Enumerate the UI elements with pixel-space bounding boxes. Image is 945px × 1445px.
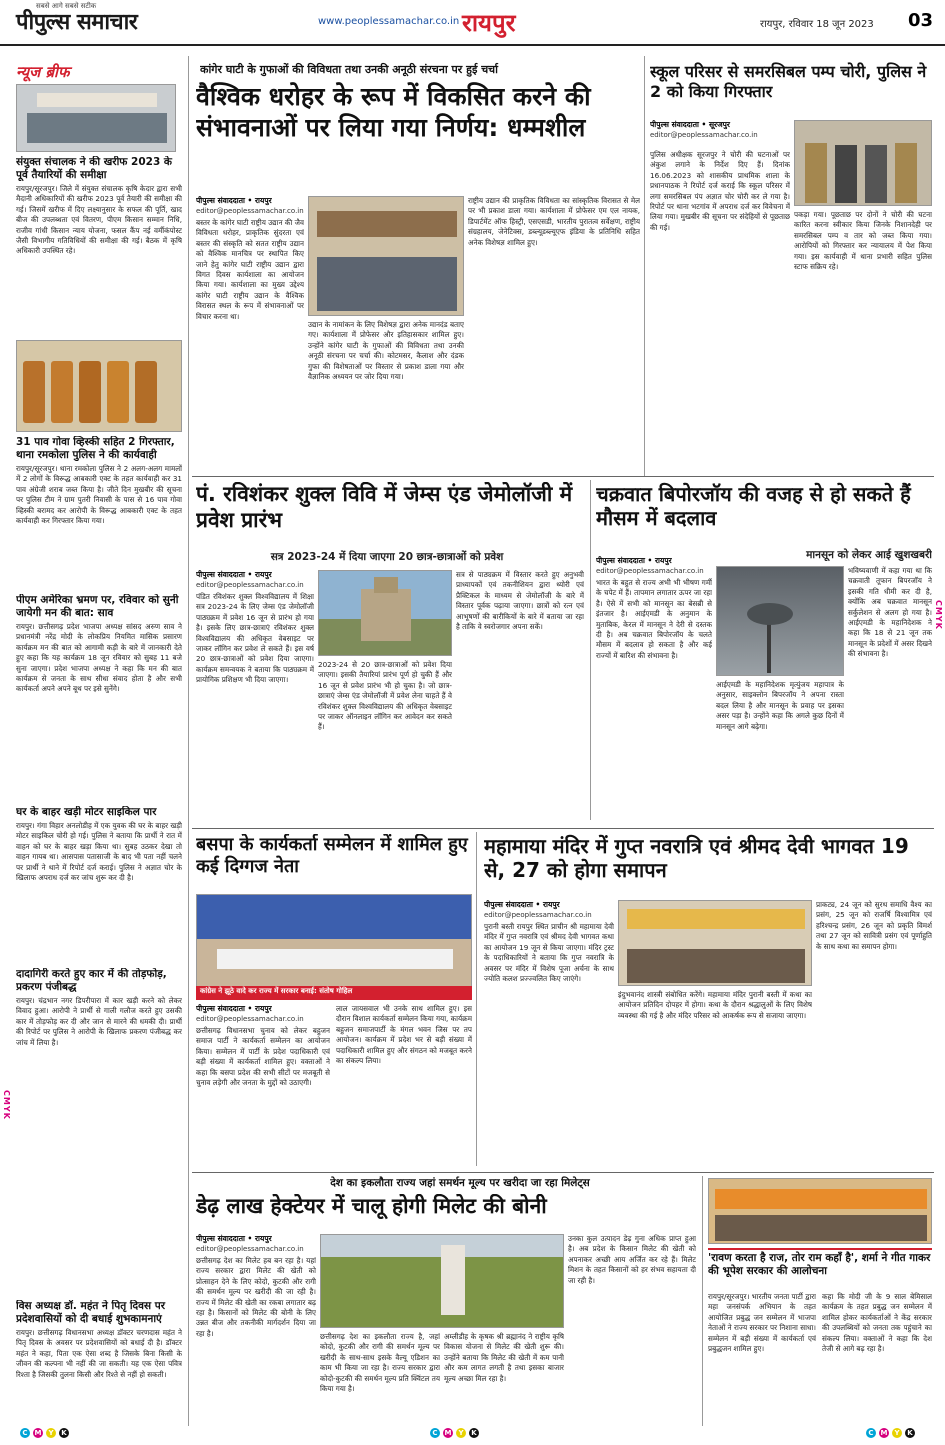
- millet-ravan-divider: [702, 1176, 703, 1426]
- bjp-meeting-photo: [708, 1178, 932, 1244]
- brief-item-2-body: रायपुर/सूरजपुर। थाना रमकोला पुलिस ने 2 अलग-अलग मामलों में 2 लोगों के विरूद्ध आबकारी एक्ट के तहत कार्यवाही कर 31 पाव अंग्रेजी शराब जब्त किया है। जीते दिन मुखबीर की सूचना पर पुलिस टीम ने ग्राम पुतरी निवासी के पास से 16 पाव गोवा व्हिस्की बरामद कर आरोपी के विरूद्ध आबकारी एक्ट के तहत कार्यवाही कर गिरफ्तार किया गया।: [16, 464, 182, 526]
- millet-col-1: [196, 1234, 316, 1426]
- kanger-col-2: [308, 320, 464, 466]
- left-column-divider: [188, 56, 189, 1426]
- kanger-byline: पीपुल्स संवाददाता • रायपुर: [196, 196, 272, 205]
- cyclone-byline: पीपुल्स संवाददाता • रायपुर: [596, 556, 672, 565]
- registration-marks-left: [20, 1428, 69, 1438]
- cyclone-headline: चक्रवात बिपोरजॉय की वजह से हो सकते हैं मौसम में बदलाव: [596, 482, 911, 531]
- ravan-col-2: [822, 1292, 932, 1426]
- bsp-col-2: [336, 1004, 472, 1164]
- ravishankar-email[interactable]: editor@peoplessamachar.co.in: [196, 581, 304, 589]
- pump-byline-block: [650, 120, 790, 146]
- byline-place: रायपुर: [254, 196, 272, 205]
- millet-col-4-text: उनका कुल उत्पादन डेढ़ गुना अधिक प्राप्त हुआ है। अब प्रदेश के किसान मिलेट की खेती को अपनाकर अच्छी आय अर्जित कर रहे हैं। मिलेट मिशन के तहत किसानों को हर संभव सहायता दी जा रही है।: [568, 1234, 696, 1285]
- news-brief-label: न्यूज ब्रीफ: [16, 63, 70, 81]
- ravishankar-col-2-text: 2023-24 से 20 छात्र-छात्राओं को प्रवेश दिया जाएगा। इसकी तैयारियां प्रारंभ पूर्ण हो चुकी हैं और 16 जून से प्रवेश प्रारंभ भी हो चुका है। जो छात्र-छात्राएं जेम्स एंड जेमोलॉजी में प्रवेश लेना चाहते हैं वे रविशंकर शुक्ल विश्वविद्यालय की अधिकृत वेबसाइट पर जाकर ऑनलाइन लॉगिन कर आवेदन कर सकते हैं।: [318, 660, 452, 732]
- bsp-photo-caption: कांग्रेस ने झूठे वादे कर राज्य में सरकार बनाई: संतोष गोहिल: [196, 986, 472, 1000]
- reg-dot-y-2: Y: [456, 1428, 466, 1438]
- pump-col-2: [794, 210, 932, 468]
- brief-item-2-head: 31 पाव गोवा व्हिस्की सहित 2 गिरफ्तार, थाना रमकोला पुलिस ने की कार्यवाही: [16, 436, 175, 461]
- brief-item-2: [16, 436, 182, 588]
- brief-item-6: [16, 1300, 182, 1418]
- bsp-headline: बसपा के कार्यकर्ता सम्मेलन में शामिल हुए कई दिग्गज नेता: [196, 834, 468, 877]
- brief-item-5-head: दादागिरी करते हुए कार में की तोड़फोड़, प्रकरण पंजीबद्ध: [16, 968, 167, 993]
- brief-item-4: [16, 806, 182, 964]
- kanger-workshop-photo: [308, 196, 464, 316]
- brief-item-1-body: रायपुर/सूरजपुर। जिले में संयुक्त संचालक कृषि केदार द्वारा सभी मैदानी अधिकारियों की खरीफ 2023 पूर्व तैयारी की समीक्षा की गई। जिसमें खरीफ में दिए लक्ष्यानुसार के सफल की पूर्ति, खाद बीज की उपलब्धता एवं वितरण, पीएम किसान सम्मान निधि, राजीव गांधी किसान न्याय योजना, फसल कैंप नई वर्मीकंपोस्ट जैसी विभागीय गतिविधियों की समीक्षा की गई। बैठक में कृषि अधिकारी उपस्थित रहे।: [16, 184, 182, 256]
- pump-headline: स्कूल परिसर से समरसिबल पम्प चोरी, पुलिस ने 2 को किया गिरफ्तार: [650, 62, 927, 101]
- bsp-email[interactable]: editor@peoplessamachar.co.in: [196, 1015, 304, 1023]
- mahamaya-col-1-text: पुरानी बस्ती रायपुर स्थित प्राचीन श्री महामाया देवी मंदिर में गुप्त नवरात्रि एवं श्रीमद देवी भागवत कथा का आयोजन 19 जून से किया जाएगा। मंदिर ट्रस्ट के पदाधिकारियों ने बताया कि गुप्त नवरात्रि के अवसर पर मंदिर में विशेष पूजा अर्चना के साथ ज्योति कलश प्रज्ज्वलित किए जाएंगे।: [484, 922, 614, 984]
- kanger-pump-divider: [644, 56, 645, 476]
- pump-col-1-text: पुलिस अधीक्षक सूरजपुर ने चोरी की घटनाओं पर अंकुश लगाने के निर्देश दिए हैं। दिनांक 16.06.2023 को शासकीय प्राथमिक शाला के प्रधानपाठक ने रिपोर्ट दर्ज कराई कि स्कूल परिसर में लगा समरसिबल पंप अज्ञात चोर चोरी कर ले गया है। रिपोर्ट पर थाना भटगांव में अपराध दर्ज कर विवेचना में लिया गया। मुखबीर की सूचना पर संदेहियों से पूछताछ की गई।: [650, 150, 790, 232]
- ravan-col-1-text: रायपुर/सूरजपुर। भारतीय जनता पार्टी द्वारा महा जनसंपर्क अभियान के तहत आयोजित प्रबुद्ध जन सम्मेलन में भाजपा नेताओं ने राज्य सरकार पर निशाना साधा। सम्मेलन में बड़ी संख्या में कार्यकर्ता एवं प्रबुद्धजन शामिल हुए।: [708, 1292, 816, 1354]
- ravishankar-col-3: [456, 570, 584, 822]
- cyclone-byline-text: पीपुल्स संवाददाता: [596, 556, 645, 565]
- bsp-convention-photo: [196, 894, 472, 1000]
- millet-headline: डेढ़ लाख हेक्टेयर में चालू होगी मिलेट की बोनी: [196, 1194, 547, 1218]
- mahamaya-col-2: [618, 990, 812, 1166]
- cyclone-col-1-text: भारत के बहुत से राज्य अभी भी भीषण गर्मी के चपेट में हैं। तापमान लगातार ऊपर जा रहा है। ऐसे में सभी को मानसून का बेसब्री से इंतजार है। आईएमडी के अनुमान के मुताबिक, केरल में मानसून ने देरी से दस्तक दी है। अब चक्रवात बिपोरजॉय के चलते मौसम में बदलाव हो सकता है और कई राज्यों में बारिश की संभावना है।: [596, 578, 712, 660]
- reg-dot-m-3: M: [880, 1429, 888, 1437]
- bsp-byline-text: पीपुल्स संवाददाता: [196, 1004, 245, 1013]
- ravishankar-cyclone-divider: [590, 480, 591, 820]
- bsp-mahamaya-divider: [476, 832, 477, 1166]
- cyclone-col-2-text: आईएमडी के महानिदेशक मृत्युंजय महापात्र के अनुसार, साइक्लोन बिपरजॉय ने अपना रास्ता बदल लिया है और मानसून के प्रवाह पर इसका असर पड़ा है। उन्होंने कहा कि अगले कुछ दिनों में मानसून आगे बढ़ेगा।: [716, 680, 844, 731]
- ravishankar-subhead: सत्र 2023-24 में दिया जाएगा 20 छात्र-छात्राओं को प्रवेश: [270, 551, 504, 563]
- millet-byline-place: रायपुर: [254, 1234, 272, 1243]
- reg-dot-m: M: [34, 1429, 42, 1437]
- ravishankar-col-1: [196, 570, 314, 822]
- cyclone-col-1: [596, 556, 712, 822]
- reg-dot-m-2: M: [444, 1429, 452, 1437]
- ravishankar-byline: पीपुल्स संवाददाता • रायपुर: [196, 570, 272, 579]
- bsp-byline: पीपुल्स संवाददाता • रायपुर: [196, 1004, 272, 1013]
- ravan-caption: 'रावण करता है राज, तोर राम कहाँ है', शर्मा ने गीत गाकर की भूपेश सरकार की आलोचना: [708, 1248, 932, 1288]
- registration-marks-right: [866, 1428, 915, 1438]
- cyclone-byline-place: रायपुर: [654, 556, 672, 565]
- millet-field-photo: [320, 1234, 564, 1328]
- kanger-col-1: [196, 196, 304, 466]
- edition-city: रायपुर: [462, 8, 516, 37]
- brand-logo: पीपुल्स समाचार: [16, 9, 138, 35]
- brief-item-3-head: पीएम अमेरिका भ्रमण पर, रविवार को सुनी जायेगी मन की बात: साव: [16, 594, 179, 619]
- storm-clouds-photo: [716, 566, 844, 676]
- millet-col-3-text: अम्लीडीह के कृषक श्री ब्रह्मानंद ने राष्ट्रीय कृषि विकास योजना से मिलेट की खेती शुरू की। उन्होंने बताया कि मिलेट की खेती में कम पानी और कम लागत लगती है तथा इसका बाजार मूल्य अच्छा मिल रहा है।: [444, 1332, 564, 1383]
- pump-col-1: [650, 150, 790, 468]
- brief-item-3-body: रायपुर। छत्तीसगढ़ प्रदेश भाजपा अध्यक्ष सांसद अरुण साव ने प्रधानमंत्री नरेंद्र मोदी के लोकप्रिय नियमित मासिक प्रसारण कार्यक्रम मन की बात को आगामी कड़ी के बारे में जानकारी देते हुए कहा कि यह कार्यक्रम 18 जून रविवार को सुबह 11 बजे सुना जाएगा। प्रदेश भाजपा अध्यक्ष ने कहा कि मन की बात कार्यक्रम से जनता के साथ सीधा संवाद होता है और सभी कार्यकर्ता अपने अपने बूथ पर इसे सुनेंगे।: [16, 622, 182, 694]
- bsp-col-2-text: लाल जायसवाल भी उनके साथ शामिल हुए। इस दौरान विशाल कार्यकर्ता सम्मेलन किया गया, कार्यक्रम बहुजन समाजपार्टी के मंगल भवन जिस पर तप आयोजन। कार्यक्रम में प्रदेश भर से बड़ी संख्या में पदाधिकारी शामिल हुए और संगठन को मजबूत करने का संकल्प लिया।: [336, 1004, 472, 1066]
- dateline: रायपुर, रविवार 18 जून 2023: [760, 19, 874, 30]
- lower-section-rule: [192, 1172, 934, 1173]
- reg-dot-k: K: [59, 1428, 69, 1438]
- website-url[interactable]: www.peoplessamachar.co.in: [318, 16, 460, 27]
- mahamaya-col-2-text: इंदुभवानंद शास्त्री संबोधित करेंगे। महामाया मंदिर पुरानी बस्ती में कथा का आयोजन प्रतिदिन दोपहर में होगा। कथा के दौरान श्रद्धालुओं के लिए विशेष व्यवस्था की गई है और मंदिर परिसर को आकर्षक रूप से सजाया जाएगा।: [618, 990, 812, 1020]
- millet-col-2-text: छत्तीसगढ़ देश का इकलौता राज्य है, जहां कोदो, कुटकी और रागी की समर्थन मूल्य पर खरीदी के साथ-साथ इसके वैल्यू एडिशन का काम भी किया जा रहा है। राज्य सरकार द्वारा कोदो-कुटकी की समर्थन मूल्य प्रति क्विंटल तय किया गया है।: [320, 1332, 440, 1394]
- kanger-col-3: [468, 196, 640, 466]
- reg-dot-y-3: Y: [892, 1428, 902, 1438]
- brief-item-3: [16, 594, 182, 802]
- brief-item-6-body: रायपुर। छत्तीसगढ़ विधानसभा अध्यक्ष डॉक्टर चरणदास महंत ने पितृ दिवस के अवसर पर प्रदेशवासियों को बधाई दी है। डॉक्टर महंत ने कहा, पिता एक ऐसा शब्द है जिसके बिना किसी के जीवन की कल्पना भी नहीं की जा सकती। यह एक ऐसा पवित्र रिश्ता है जिसकी तुलना किसी और रिश्ते से नहीं हो सकती।: [16, 1328, 182, 1379]
- cyclone-email[interactable]: editor@peoplessamachar.co.in: [596, 567, 704, 575]
- brief-item-1-head: संयुक्त संचालक ने की खरीफ 2023 के पूर्व तैयारियों की समीक्षा: [16, 156, 172, 181]
- kanger-col-3-text: राष्ट्रीय उद्यान की प्राकृतिक विविधता का सांस्कृतिक विरासत से मेल पर भी प्रकाश डाला गया। कार्यशाला में प्रोफेसर एम एल नायक, डिपार्टमेंट ऑफ हिस्ट्री, एसएसडी, भारतीय पुरातत्व सर्वेक्षण, राष्ट्रीय संग्रहालय, जेनेटिक्स, डब्ल्यूडब्ल्यूएफ इंडिया के प्रतिनिधि सहित अनेक विशेषज्ञ शामिल हुए।: [468, 196, 640, 247]
- kanger-headline: वैश्विक धरोहर के रूप में विकसित करने की संभावनाओं पर लिया गया निर्णय: धम्मशील: [196, 82, 591, 142]
- side-cmyk-left: CMYK: [2, 1090, 11, 1120]
- mahamaya-byline-text: पीपुल्स संवाददाता: [484, 900, 533, 909]
- kanger-col-1-text: बस्तर के कांगेर घाटी राष्ट्रीय उद्यान की जैव विविधता धरोहर, प्राकृतिक सुंदरता एवं बस्तर की संस्कृति को सतत राष्ट्रीय उद्यान को वैश्विक मानचित्र पर स्थापित किए जाने हेतु कांगेर घाटी राष्ट्रीय उद्यान द्वारा विगत दिवस कार्यशाला का आयोजन किया गया। कार्यशाला का मुख्य उद्देश्य कांगेर घाटी राष्ट्रीय उद्यान के वैश्विक विरासत स्थल के रूप में संभावनाओं पर विचार करना था।: [196, 218, 304, 321]
- ravan-col-1: [708, 1292, 816, 1426]
- bsp-col-1: [196, 1004, 330, 1164]
- brief-item-1: [16, 156, 182, 366]
- middle-section-rule: [192, 828, 934, 829]
- bsp-byline-place: रायपुर: [254, 1004, 272, 1013]
- pump-byline-place: सूरजपुर: [708, 120, 730, 129]
- pump-email[interactable]: editor@peoplessamachar.co.in: [650, 131, 758, 139]
- kanger-email[interactable]: editor@peoplessamachar.co.in: [196, 207, 304, 215]
- mahamaya-byline: पीपुल्स संवाददाता • रायपुर: [484, 900, 560, 909]
- cyclone-col-3: [848, 566, 932, 822]
- pump-col-2-text: पकड़ा गया। पूछताछ पर दोनों ने चोरी की घटना कारित करना स्वीकार किया जिनके निशानदेही पर समरसिबल पम्प व तार को जब्त किया गया। आरोपियों को गिरफ्तार कर न्यायालय में पेश किया गया। इस कार्यवाही में थाना प्रभारी सहित पुलिस स्टाफ सक्रिय रहे।: [794, 210, 932, 272]
- university-building-photo: [318, 570, 452, 656]
- reg-dot-y: Y: [46, 1428, 56, 1438]
- cyclone-subhead: मानसून को लेकर आई खुशखबरी: [806, 549, 932, 561]
- registration-marks-center: [430, 1428, 479, 1438]
- ravishankar-col-1-text: पंडित रविशंकर शुक्ल विश्वविद्यालय में शिक्षा सत्र 2023-24 के लिए जेम्स एंड जेमोलॉजी पाठ्यक्रम में प्रवेश 16 जून से प्रारंभ हो गया है। इसके लिए छात्र-छात्राएं रविशंकर शुक्ल विश्वविद्यालय की अधिकृत वेबसाइट पर जाकर लॉगिन कर प्रवेश ले सकते हैं। इस वर्ष 20 छात्र-छात्राओं को प्रवेश दिया जाएगा। कार्यक्रम समन्वयक ने बताया कि पाठ्यक्रम में प्रायोगिक प्रशिक्षण भी दिया जाएगा।: [196, 592, 314, 685]
- millet-col-1-text: छत्तीसगढ़ देश का मिलेट हब बन रहा है। यहां राज्य सरकार द्वारा मिलेट की खेती को प्रोत्साहन देने के लिए कोदो, कुटकी और रागी की समर्थन मूल्य पर खरीदी की जा रही है। राज्य में मिलेट की खेती का रकबा लगातार बढ़ रहा है। किसानों को मिलेट की बोनी के लिए उन्नत बीज और तकनीकी मार्गदर्शन दिया जा रहा है।: [196, 1256, 316, 1338]
- reg-dot-c-2: C: [430, 1428, 440, 1438]
- ravan-col-2-text: कहा कि मोदी जी के 9 साल बेमिसाल कार्यक्रम के तहत प्रबुद्ध जन सम्मेलन में शामिल होकर कार्यकर्ताओं ने केंद्र सरकार की उपलब्धियों को जनता तक पहुंचाने का संकल्प लिया। वक्ताओं ने कहा कि देश तेजी से आगे बढ़ रहा है।: [822, 1292, 932, 1354]
- kanger-kicker: कांगेर घाटी के गुफाओं की विविधता तथा उनकी अनूठी संरचना पर हुई चर्चा: [200, 63, 499, 76]
- meeting-photo: [16, 84, 176, 152]
- millet-col-2: [320, 1332, 440, 1426]
- ravishankar-col-3-text: सत्र से पाठ्यक्रम में विस्तार करते हुए अनुभवी प्राध्यापकों एवं तकनीशियन द्वारा थ्योरी एवं प्रैक्टिकल के माध्यम से जेमोलॉजी के बारे में विस्तार पूर्वक पढ़ाया जाएगा। छात्रों को रत्न एवं आभूषणों की बारीकियों के बारे में बताया जा रहा है ताकि वे स्वरोजगार अपना सकें।: [456, 570, 584, 632]
- side-cmyk-right: CMYK: [934, 600, 943, 630]
- mahamaya-col-3: [816, 900, 932, 1166]
- page-number: 03: [907, 10, 933, 31]
- ravishankar-byline-place: रायपुर: [254, 570, 272, 579]
- millet-col-4: [568, 1234, 696, 1426]
- mahamaya-byline-place: रायपुर: [542, 900, 560, 909]
- masthead: [0, 0, 945, 46]
- reg-dot-c-3: C: [866, 1428, 876, 1438]
- brief-item-5-body: रायपुर। चंद्रभान नगर डिपरीपारा में कार खड़ी करने को लेकर विवाद हुआ। आरोपी ने प्रार्थी से गाली गलौज करते हुए उसकी कार में तोड़फोड़ कर दी और जान से मारने की धमकी दी। प्रार्थी की रिपोर्ट पर पुलिस ने आरोपी के खिलाफ प्रकरण पंजीबद्ध कर जांच में लिया है।: [16, 996, 182, 1047]
- millet-byline: पीपुल्स संवाददाता • रायपुर: [196, 1234, 272, 1243]
- reg-dot-c: C: [20, 1428, 30, 1438]
- police-arrest-photo: [794, 120, 932, 206]
- mahamaya-headline: महामाया मंदिर में गुप्त नवरात्रि एवं श्रीमद देवी भागवत 19 से, 27 को होगा समापन: [484, 834, 909, 883]
- ravishankar-col-2: [318, 660, 452, 822]
- mahamaya-press-photo: [618, 900, 812, 986]
- bsp-col-1-text: छत्तीसगढ़ विधानसभा चुनाव को लेकर बहुजन समाज पार्टी ने कार्यकर्ता सम्मेलन का आयोजन किया। सम्मेलन में पार्टी के प्रदेश पदाधिकारी एवं बड़ी संख्या में कार्यकर्ता शामिल हुए। वक्ताओं ने कहा कि बसपा प्रदेश की सभी सीटों पर मजबूती से चुनाव लड़ेगी और जनता के मुद्दों को उठाएगी।: [196, 1026, 330, 1088]
- millet-email[interactable]: editor@peoplessamachar.co.in: [196, 1245, 304, 1253]
- brief-item-5: [16, 968, 182, 1086]
- mahamaya-col-1: [484, 900, 614, 1166]
- reg-dot-k-2: K: [469, 1428, 479, 1438]
- cyclone-col-2: [716, 680, 844, 822]
- brief-item-4-body: रायपुर। गंगा विहार अनलोडीह में एक युवक की घर के बाहर खड़ी मोटर साइकिल चोरी हो गई। पुलिस ने बताया कि प्रार्थी ने रात में वाहन को घर के बाहर खड़ा किया था। सुबह उठकर देखा तो वाहन गायब था। आसपास पतासाजी के बाद भी पता नहीं चलने पर प्रार्थी ने थाने में रिपोर्ट दर्ज कराई। पुलिस ने अज्ञात चोर के खिलाफ अपराध दर्ज कर जांच शुरू कर दी है।: [16, 821, 182, 883]
- brief-item-4-head: घर के बाहर खड़ी मोटर साइकिल पार: [16, 806, 157, 818]
- mahamaya-col-3-text: प्राकट्य, 24 जून को सुरथ समाधि वैश्य का प्रसंग, 25 जून को राजर्षि विश्वामित्र एवं हरिश्चन्द्र प्रसंग, 26 जून को प्रकृति विमर्श तथा 27 जून को सावित्री प्रसंग एवं पूर्णाहुति के साथ कथा का समापन होगा।: [816, 900, 932, 951]
- pump-byline-text: पीपुल्स संवाददाता: [650, 120, 699, 129]
- upper-section-rule: [192, 476, 934, 477]
- brief-item-6-head: विस अध्यक्ष डॉ. महंत ने पितृ दिवस पर प्रदेशवासियों को दी बधाई शुभकामनाएं: [16, 1300, 165, 1325]
- kanger-col-2-text: उद्यान के नामांकन के लिए विशेषज्ञ द्वारा अनेक मानदंड बताए गए। कार्यशाला में प्रोफेसर और इतिहासकार शामिल हुए। उन्होंने कांगेर घाटी के गुफाओं की विविधता तथा उनकी अनूठी संरचना पर चर्चा की। कोटमसर, कैलाश और दंडक गुफा की विशेषताओं पर विस्तार से प्रकाश डाला गया और वैज्ञानिक अध्ययन पर जोर दिया गया।: [308, 320, 464, 382]
- mahamaya-email[interactable]: editor@peoplessamachar.co.in: [484, 911, 592, 919]
- reg-dot-k-3: K: [905, 1428, 915, 1438]
- byline-text: पीपुल्स संवाददाता: [196, 196, 245, 205]
- millet-byline-text: पीपुल्स संवाददाता: [196, 1234, 245, 1243]
- liquor-bottles-photo: [16, 340, 182, 432]
- ravishankar-byline-text: पीपुल्स संवाददाता: [196, 570, 245, 579]
- millet-kicker: देश का इकलौता राज्य जहां समर्थन मूल्य पर खरीदा जा रहा मिलेट्स: [330, 1177, 590, 1189]
- cyclone-col-3-text: भविष्यवाणी में कहा गया था कि चक्रवाती तूफान बिपरजॉय ने इसकी गति धीमी कर दी है, क्योंकि अब चक्रवात मानसून सर्कुलेशन से अलग हो गया है। आईएमडी के महानिदेशक ने कहा कि 18 से 21 जून तक मानसून के प्रदेशों में असर दिखने की संभावना है।: [848, 566, 932, 659]
- millet-col-3: [444, 1332, 564, 1426]
- pump-byline: पीपुल्स संवाददाता • सूरजपुर: [650, 120, 730, 129]
- ravishankar-headline: पं. रविशंकर शुक्ल विवि में जेम्स एंड जेमोलॉजी में प्रवेश प्रारंभ: [196, 482, 573, 532]
- brand-tagline: सबसे आगे सबसे सटीक: [36, 2, 97, 10]
